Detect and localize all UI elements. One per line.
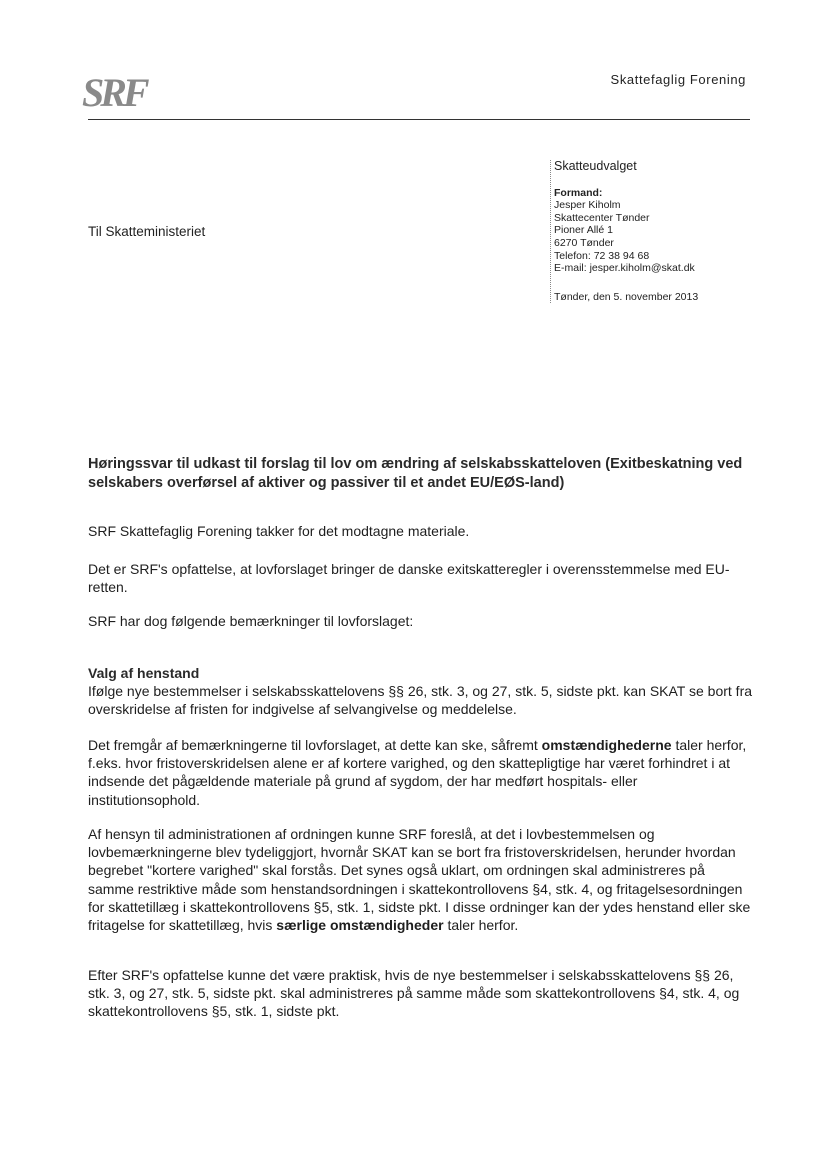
emphasis-run: særlige omstændigheder — [276, 917, 444, 934]
letter-subject: Høringssvar til udkast til forslag til lov om ændring af selskabsskatteloven (Exitbeskatning ved selskabers overførsel af aktiver og passiver til et andet EU/EØS-land) — [88, 456, 743, 491]
paragraph-remarks-intro: SRF har dog følgende bemærkninger til lovforslaget: — [88, 613, 414, 629]
address-city: 6270 Tønder — [554, 236, 614, 249]
section-heading: Valg af henstand — [88, 665, 200, 681]
chair-label: Formand: — [554, 186, 603, 199]
srf-logo — [80, 70, 170, 114]
paragraph-rules: Ifølge nye bestemmelser i selskabsskattelovens §§ 26, stk. 3, og 27, stk. 5, sidste pkt. kan SKAT se bort fra overskridelse af fristen for indgivelse af selvangivelse og meddelelse. — [88, 683, 753, 718]
chair-name: Jesper Kiholm — [554, 199, 621, 212]
text-run: taler herfor. — [443, 917, 519, 934]
paragraph-remarks-details — [88, 736, 752, 809]
section-valg-af-henstand — [88, 664, 752, 719]
paragraph-opinion: Det er SRF's opfattelse, at lovforslaget bringer de danske exitskatteregler i overensstemmelse med EU-retten. — [88, 561, 730, 596]
text-run: Det fremgår af bemærkningerne til lovforslaget, at dette kan ske, såfremt — [88, 737, 542, 753]
header-divider — [88, 119, 750, 120]
text-run: Af hensyn til administrationen af ordningen kunne SRF foreslå, at det i lovbestemmelsen og lovbemærkningerne blev tydeliggjort, hvornår SKAT kan se bort fra fristoverskridelsen, herunder hvordan begrebet "kortere varighed" skal forstås. Det synes også uklart, om ordningen skal administreres på samme restriktive måde som henstandsordningen i skattekontrollovens §4, stk. 4, og fritagelsesordningen for skattetillæg i skattekontrollovens §5, stk. 1, sidste pkt. I disse ordninger kan der ydes henstand eller ske fritagelse for skattetillæg, hvis — [88, 826, 751, 934]
chair-workplace: Skattecenter Tønder — [554, 211, 650, 224]
letter-date: Tønder, den 5. november 2013 — [554, 290, 699, 303]
paragraph-thanks: SRF Skattefaglig Forening takker for det modtagne materiale. — [88, 523, 470, 539]
emphasis-run: omstændighederne — [541, 737, 672, 753]
recipient: Til Skatteministeriet — [88, 224, 206, 239]
srf-logo-text: SRF — [82, 70, 146, 114]
email: E-mail: jesper.kiholm@skat.dk — [554, 262, 695, 275]
text-run: taler herfor, f.eks. hvor fristoverskridelsen alene er af kortere varighed, og den skattepligtige har været forhindret i at indsende det pågældende materiale på grund af sygdom, der har medført hospitals- eller institutionsophold. — [88, 737, 747, 808]
address-street: Pioner Allé 1 — [554, 224, 613, 237]
organization-name: Skattefaglig Forening — [610, 72, 746, 87]
committee-name: Skatteudvalget — [554, 159, 637, 173]
phone: Telefon: 72 38 94 68 — [554, 249, 650, 262]
paragraph-administration — [88, 825, 752, 934]
sender-block — [550, 160, 774, 303]
paragraph-conclusion: Efter SRF's opfattelse kunne det være praktisk, hvis de nye bestemmelser i selskabsskattelovens §§ 26, stk. 3, og 27, stk. 5, sidste pkt. skal administreres på samme måde som skattekontrollovens §4, stk. 4, og skattekontrollovens §5, stk. 1, sidste pkt. — [88, 967, 740, 1020]
